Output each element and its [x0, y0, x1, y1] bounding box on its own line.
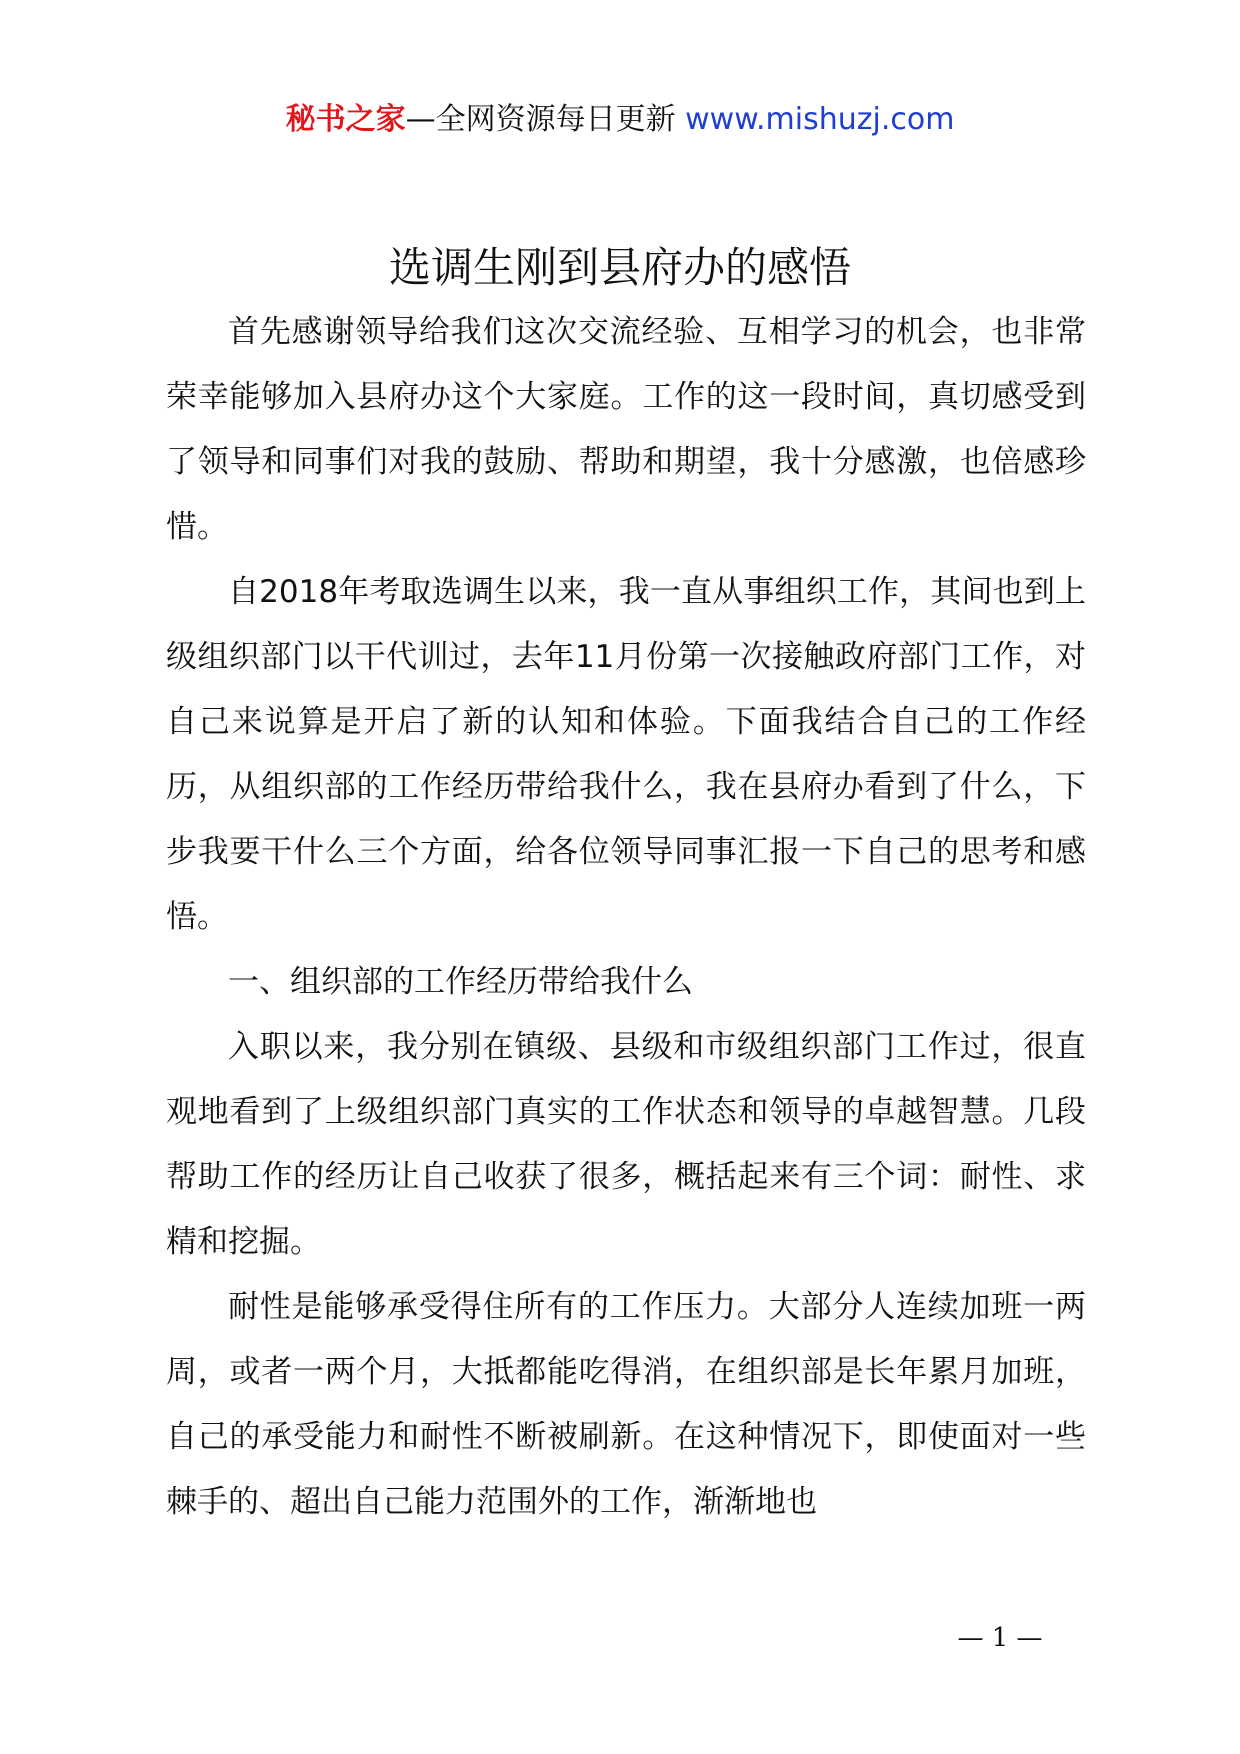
section-heading: 一、组织部的工作经历带给我什么 [228, 964, 693, 1000]
paragraph: 首先感谢领导给我们这次交流经验、互相学习的机会，也非常荣幸能够加入县府办这个大家庭。工作的这一段时间，真切感受到了领导和同事们对我的鼓励、帮助和期望，我十分感激，也倍感珍惜。 [166, 314, 1086, 545]
site-url: www.mishuzj.com [685, 102, 955, 137]
document-title: 选调生刚到县府办的感悟 [388, 243, 851, 292]
site-header [0, 100, 1240, 140]
page-number: — 1 — [957, 1623, 1043, 1653]
header-tagline: —全网资源每日更新 [405, 102, 686, 137]
document-body [166, 300, 1086, 1535]
paragraph: 自2018年考取选调生以来，我一直从事组织工作，其间也到上级组织部门以干代训过，去年11月份第一次接触政府部门工作，对自己来说算是开启了新的认知和体验。下面我结合自己的工作经历，从组织部的工作经历带给我什么，我在县府办看到了什么，下步我要干什么三个方面，给各位领导同事汇报一下自己的思考和感悟。 [166, 574, 1086, 935]
paragraph: 耐性是能够承受得住所有的工作压力。大部分人连续加班一两周，或者一两个月，大抵都能吃得消，在组织部是长年累月加班，自己的承受能力和耐性不断被刷新。在这种情况下，即使面对一些棘手的、超出自己能力范围外的工作，渐渐地也 [166, 1289, 1086, 1520]
brand-name: 秘书之家 [285, 102, 406, 137]
paragraph: 入职以来，我分别在镇级、县级和市级组织部门工作过，很直观地看到了上级组织部门真实的工作状态和领导的卓越智慧。几段帮助工作的经历让自己收获了很多，概括起来有三个词：耐性、求精和挖掘。 [166, 1029, 1086, 1260]
